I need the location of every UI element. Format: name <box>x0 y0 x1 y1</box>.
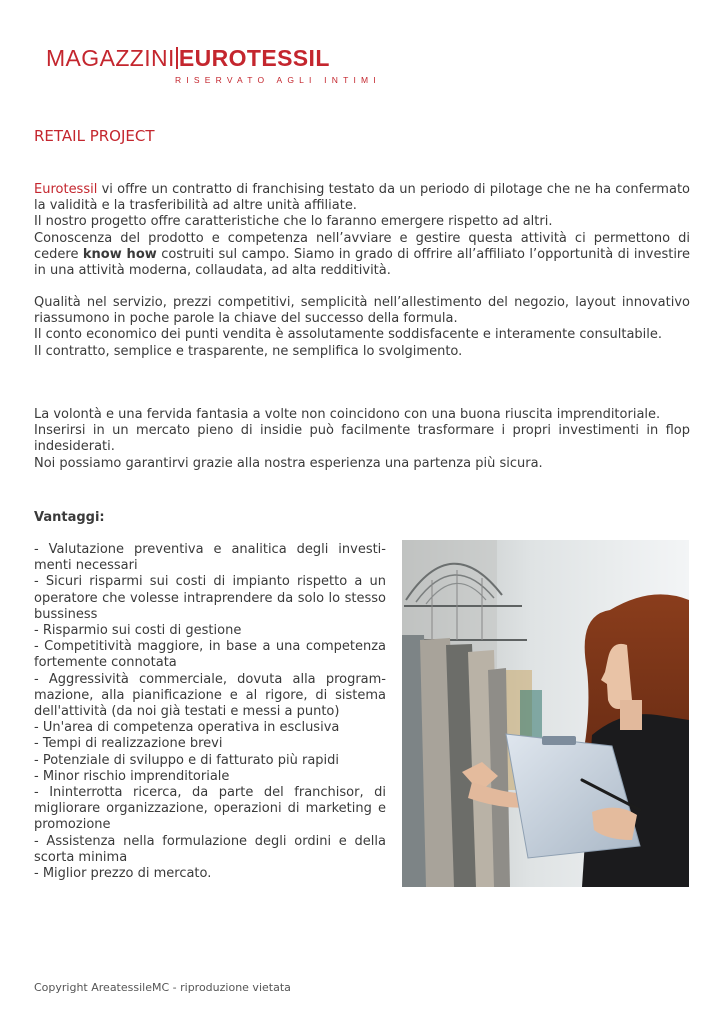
advantage-item: - Competitività maggiore, in base a una competenza fortemente connotata <box>34 639 386 671</box>
quality-paragraph-2: Il conto economico dei punti vendita è assolutamente soddisfacente e interamente consultabile. <box>34 327 663 343</box>
advantage-item: - Minor rischio imprenditoriale <box>34 768 230 784</box>
advantage-item: - Ininterrotta ricerca, da parte del franchisor, di migliorare organizzazione, operazioni di marketing e promozione <box>34 785 386 833</box>
advantage-item: - Tempi di realizzazione brevi <box>34 736 223 752</box>
brand-name-inline: Eurotessil <box>34 182 98 197</box>
will-paragraph-1: La volontà e una fervida fantasia a volte non coincidono con una buona riuscita imprenditoriale. <box>34 407 661 422</box>
intro-section <box>34 182 690 279</box>
woman-with-clipboard-illustration <box>402 540 689 887</box>
advantage-item: - Valutazione preventiva e analitica degli investi-menti necessari <box>34 542 386 574</box>
intro-paragraph-3 <box>34 231 690 280</box>
intro-p3-before: Conoscenza del prodotto e competenza nell’avviare e gestire questa attività ci permettono di cedere <box>34 230 690 262</box>
brand-logo <box>46 44 381 89</box>
intro-paragraph-2: Il nostro progetto offre caratteristiche che lo faranno emergere rispetto ad altri. <box>34 214 553 230</box>
advantage-item: - Aggressività commerciale, dovuta alla program-mazione, alla pianificazione e al rigore, di sistema dell'attività (da noi già testati e messi a punto) <box>34 671 386 720</box>
intro-text: vi offre un contratto di franchising testato da un periodo di pilotage che ne ha confermato la validità e la trasferibilità ad altre unità affiliate. <box>34 182 690 214</box>
logo-tagline: RISERVATO AGLI INTIMI <box>175 75 381 85</box>
advantage-item: - Sicuri risparmi sui costi di impianto rispetto a un operatore che volesse intraprendere da solo lo stesso bussiness <box>34 574 386 622</box>
store-photo <box>402 540 689 887</box>
know-how-emphasis: know how <box>82 246 157 262</box>
quality-section <box>34 295 690 360</box>
advantage-item: - Risparmio sui costi di gestione <box>34 623 242 639</box>
advantage-item: - Potenziale di sviluppo e di fatturato più rapidi <box>34 752 340 768</box>
logo-wordmark <box>46 44 330 72</box>
page-title: RETAIL PROJECT <box>34 127 155 145</box>
advantage-item: - Assistenza nella formulazione degli ordini e della scorta minima <box>34 833 386 865</box>
intro-paragraph-1 <box>34 182 690 214</box>
advantage-item: - Miglior prezzo di mercato. <box>34 866 212 882</box>
logo-separator <box>176 47 178 69</box>
copyright-footer: Copyright AreatessileMC - riproduzione vietata <box>34 981 291 994</box>
will-paragraph-3: Noi possiamo garantirvi grazie alla nostra esperienza una partenza più sicura. <box>34 455 543 471</box>
advantages-list <box>34 542 386 882</box>
will-paragraph-2: Inserirsi in un mercato pieno di insidie può facilmente trasformare i propri investimenti in flop indesiderati. <box>34 423 690 455</box>
logo-text-light: MAGAZZINI <box>46 45 175 71</box>
quality-paragraph-3: Il contratto, semplice e trasparente, ne semplifica lo svolgimento. <box>34 343 463 359</box>
will-section <box>34 407 690 472</box>
logo-text-bold: EUROTESSIL <box>178 45 330 71</box>
intro-p3-after: costruiti sul campo. Siamo in grado di offrire all’affiliato l’opportunità di investire in una attività moderna, collaudata, ad alta redditività. <box>34 246 690 279</box>
quality-paragraph-1: Qualità nel servizio, prezzi competitivi, semplicità nell’allestimento del negozio, layout innovativo riassumono in poche parole la chiave del successo della formula. <box>34 295 690 327</box>
advantages-title: Vantaggi: <box>34 510 105 525</box>
advantage-item: - Un'area di competenza operativa in esclusiva <box>34 720 340 736</box>
